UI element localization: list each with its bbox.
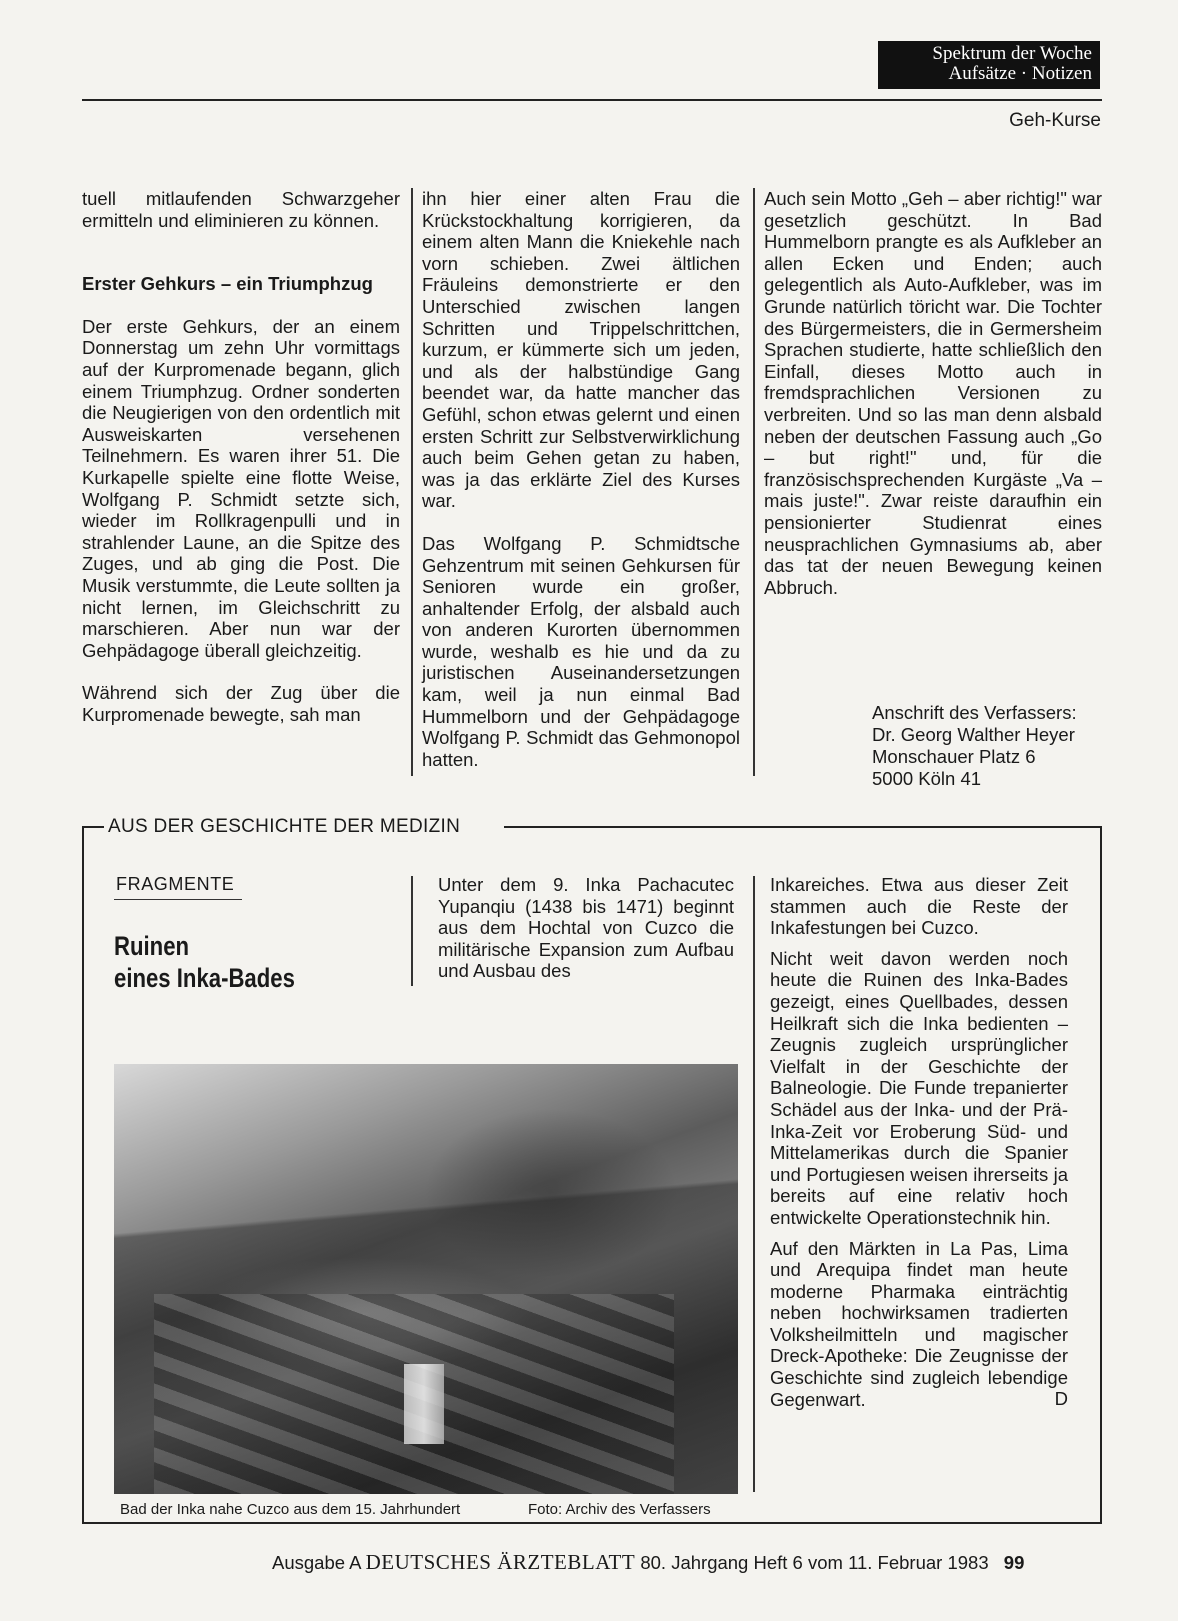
- column-divider: [753, 876, 755, 1492]
- address-line: Dr. Georg Walther Heyer: [872, 724, 1075, 745]
- footer-edition: Ausgabe A: [272, 1552, 361, 1573]
- footer-journal: DEUTSCHES ÄRZTEBLATT: [365, 1550, 636, 1574]
- end-mark: D: [1054, 1388, 1068, 1410]
- paragraph: Unter dem 9. Inka Pachacutec Yupanqiu (1438 bis 1471) beginnt aus dem Hochtal von Cuzco die militärische Expansion zum Aufbau und Ausbau des: [438, 874, 734, 982]
- box-right-column: [770, 874, 1068, 1410]
- paragraph: Während sich der Zug über die Kurpromenade bewegte, sah man: [82, 682, 400, 725]
- paragraph: Auf den Märkten in La Pas, Lima und Arequipa findet man heute moderne Pharmaka einträchtig neben hochwirksamen tradierten Volksheilmitteln und magischer Dreck-Apotheke: Die Zeugnisse der Geschichte sind zugleich lebendige Gegenwart.: [770, 1237, 1068, 1410]
- paragraph: ihn hier einer alten Frau die Krückstockhaltung korrigieren, da einem alten Mann die Kniekehle nach vorn schieben. Zwei ältlichen Fräuleins demonstrierte er den Unterschied zwischen langen Schritten und Trippelschrittchen, kurzum, er kümmerte sich um jeden, und als der halbstündige Gang beendet war, da hatte mancher das Gefühl, schon etwas gelernt und einen ersten Schritt zur Selbstverwirklichung auch beim Gehen getan zu haben, was ja das erklärte Ziel des Kurses war.: [422, 188, 740, 512]
- paragraph: Der erste Gehkurs, der an einem Donnerstag um zehn Uhr vormittags auf der Kurpromenade begann, glich einem Triumphzug. Ordner sonderten die Neugierigen von den ordentlich mit Ausweiskarten versehenen Teilnehmern. Es waren ihrer 51. Die Kurkapelle spielte eine flotte Weise, Wolfgang P. Schmidt setzte sich, wieder im Rollkragenpulli und in strahlender Laune, an die Spitze des Zuges, und ab ging die Post. Die Musik verstummte, die Leute sollten ja nicht lernen, im Gleichschritt zu marschieren. Aber nun war der Gehpädagoge überall gleichzeitig.: [82, 315, 400, 661]
- footer-issue: 80. Jahrgang Heft 6 vom 11. Februar 1983: [640, 1552, 989, 1573]
- photo-caption: Bad der Inka nahe Cuzco aus dem 15. Jahrhundert: [120, 1501, 461, 1518]
- address-line: Monschauer Platz 6: [872, 746, 1036, 767]
- paragraph: Auch sein Motto „Geh – aber richtig!" war gesetzlich geschützt. In Bad Hummelborn prangte es als Aufkleber an allen Ecken und Enden; auch gelegentlich als Auto-Aufkleber, was im Grunde natürlich töricht war. Die Tochter des Bürgermeisters, die in Germersheim Sprachen studierte, hatte schließlich den Einfall, dieses Motto auch in fremdsprachlichen Versionen zu verbreiten. Und so las man denn alsbald neben der deutschen Fassung auch „Go – but right!" und, für die französischsprechenden Kurgäste „Va – mais juste!". Zwar reiste daraufhin ein pensionierter Studienrat eines neusprachlichen Gymnasiums ab, aber das tat der neuen Bewegung keinen Abbruch.: [764, 188, 1102, 598]
- section-label-line1: Spektrum der Woche: [932, 43, 1092, 64]
- kicker-underline: [114, 899, 242, 900]
- box-intro: [438, 874, 734, 1003]
- section-label-line2: Aufsätze · Notizen: [948, 63, 1092, 84]
- page-number: 99: [1003, 1552, 1025, 1573]
- box-border: [82, 826, 104, 828]
- photo-credit: Foto: Archiv des Verfassers: [528, 1501, 711, 1518]
- column-divider: [411, 876, 413, 986]
- headline-line2: eines Inka-Bades: [114, 963, 295, 993]
- section-label: [878, 41, 1100, 89]
- article-column-1: [82, 188, 400, 746]
- article-column-3: [764, 188, 1102, 619]
- column-divider: [753, 188, 755, 776]
- address-line: 5000 Köln 41: [872, 768, 982, 789]
- ruins-photo: [114, 1064, 738, 1494]
- address-line: Anschrift des Verfassers:: [872, 702, 1077, 723]
- paragraph: Das Wolfgang P. Schmidtsche Gehzentrum mit seinen Gehkursen für Senioren wurde ein großer, anhaltender Erfolg, der alsbald auch von anderen Kurorten übernommen wurde, weshalb es hie und da zu juristischen Auseinandersetzungen kam, weil ja nun einmal Bad Hummelborn und der Gehpädagoge Wolfgang P. Schmidt das Gehmonopol hatten.: [422, 532, 740, 770]
- paragraph: Nicht weit davon werden noch heute die Ruinen des Inka-Bades gezeigt, eines Quellbades, dessen Heilkraft sich die Inka bedienten – Zeugnis zugleich ursprünglicher Vielfalt in der Geschichte der Balneologie. Die Funde trepanierter Schädel aus der Inka- und der Prä-Inka-Zeit vor Eroberung Süd- und Mittelamerikas durch die Spanier und Portugiesen weisen ihrerseits ja bereits auf eine relativ hoch entwickelte Operationstechnik hin.: [770, 947, 1068, 1228]
- box-label: AUS DER GESCHICHTE DER MEDIZIN: [108, 816, 461, 837]
- author-address: [872, 702, 1077, 790]
- paragraph: Inkareiches. Etwa aus dieser Zeit stammen auch die Reste der Inkafestungen bei Cuzco.: [770, 874, 1068, 939]
- page-topic: Geh-Kurse: [1009, 110, 1101, 131]
- headline: [114, 930, 295, 994]
- column-divider: [411, 188, 413, 776]
- article-column-2: [422, 188, 740, 791]
- box-border: [504, 826, 1102, 828]
- photo-waterfall: [404, 1364, 444, 1444]
- subheading: Erster Gehkurs – ein Triumphzug: [82, 273, 373, 295]
- kicker: FRAGMENTE: [116, 874, 235, 894]
- paragraph: tuell mitlaufenden Schwarzgeher ermitteln und eliminieren zu können.: [82, 188, 400, 231]
- page-footer: [272, 1550, 1024, 1575]
- header-rule: [82, 99, 1102, 101]
- headline-line1: Ruinen: [114, 931, 190, 961]
